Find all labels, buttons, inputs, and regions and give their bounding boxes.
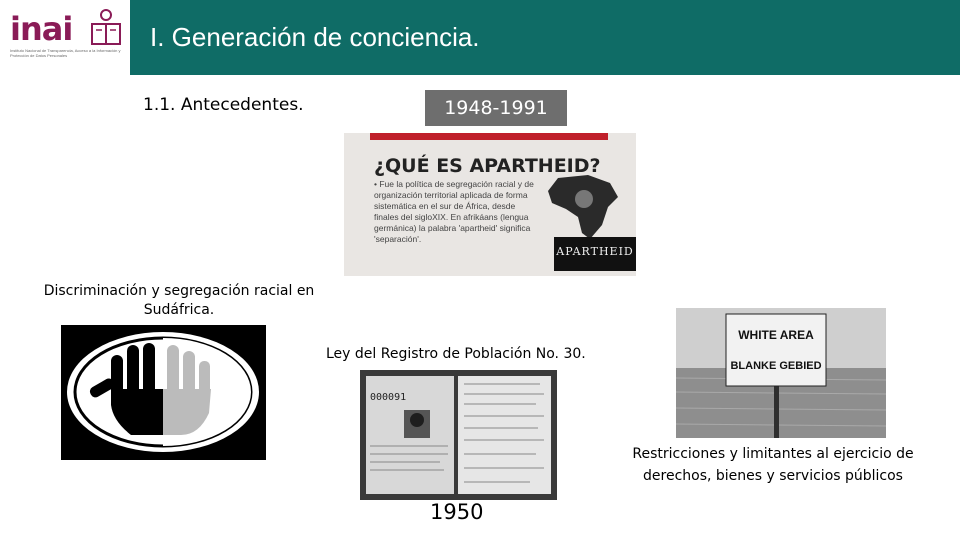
passbook-number: 000091 [370,392,407,403]
apartheid-slide-image [344,133,636,276]
slide-heading: ¿QUÉ ES APARTHEID? [374,155,601,177]
page-title: I. Generación de conciencia. [150,22,480,52]
logo-tagline: Instituto Nacional de Transparencia, Acceso a la Información y Protección de Datos Personales [10,48,121,58]
africa-map-icon [538,173,634,243]
law-caption: Ley del Registro de Población No. 30. [326,346,586,362]
sign-white-area: WHITE AREA [738,328,814,342]
logo-wordmark: inai [10,10,73,48]
slide-body-text: • Fue la política de segregación racial y de organización territorial aplicada de forma sistemática en el sur de África, desde finales del sigloXIX. En afrikáans (lengua germánica) la palabra 'apartheid' significa 'separación'. [374,179,534,244]
year-label: 1950 [430,500,484,524]
inai-logo [0,0,130,75]
date-range-badge: 1948-1991 [425,90,567,126]
header [0,0,960,75]
restrictions-caption: Restricciones y limitantes al ejercicio de derechos, bienes y servicios públicos [632,446,914,484]
hand-logo-image [61,325,266,460]
beach-sign-image [676,308,886,438]
slide-red-bar [370,133,608,140]
hand-icon [61,325,266,460]
section-subtitle: 1.1. Antecedentes. [143,95,304,115]
discrimination-caption: Discriminación y segregación racial en Sudáfrica. [43,283,315,318]
logo-book-icon [88,8,124,48]
passbook-document [360,370,557,500]
apartheid-sign: APARTHEID [554,237,636,271]
passbook-image [360,370,557,500]
sign-blanke-gebied: BLANKE GEBIED [730,360,822,372]
